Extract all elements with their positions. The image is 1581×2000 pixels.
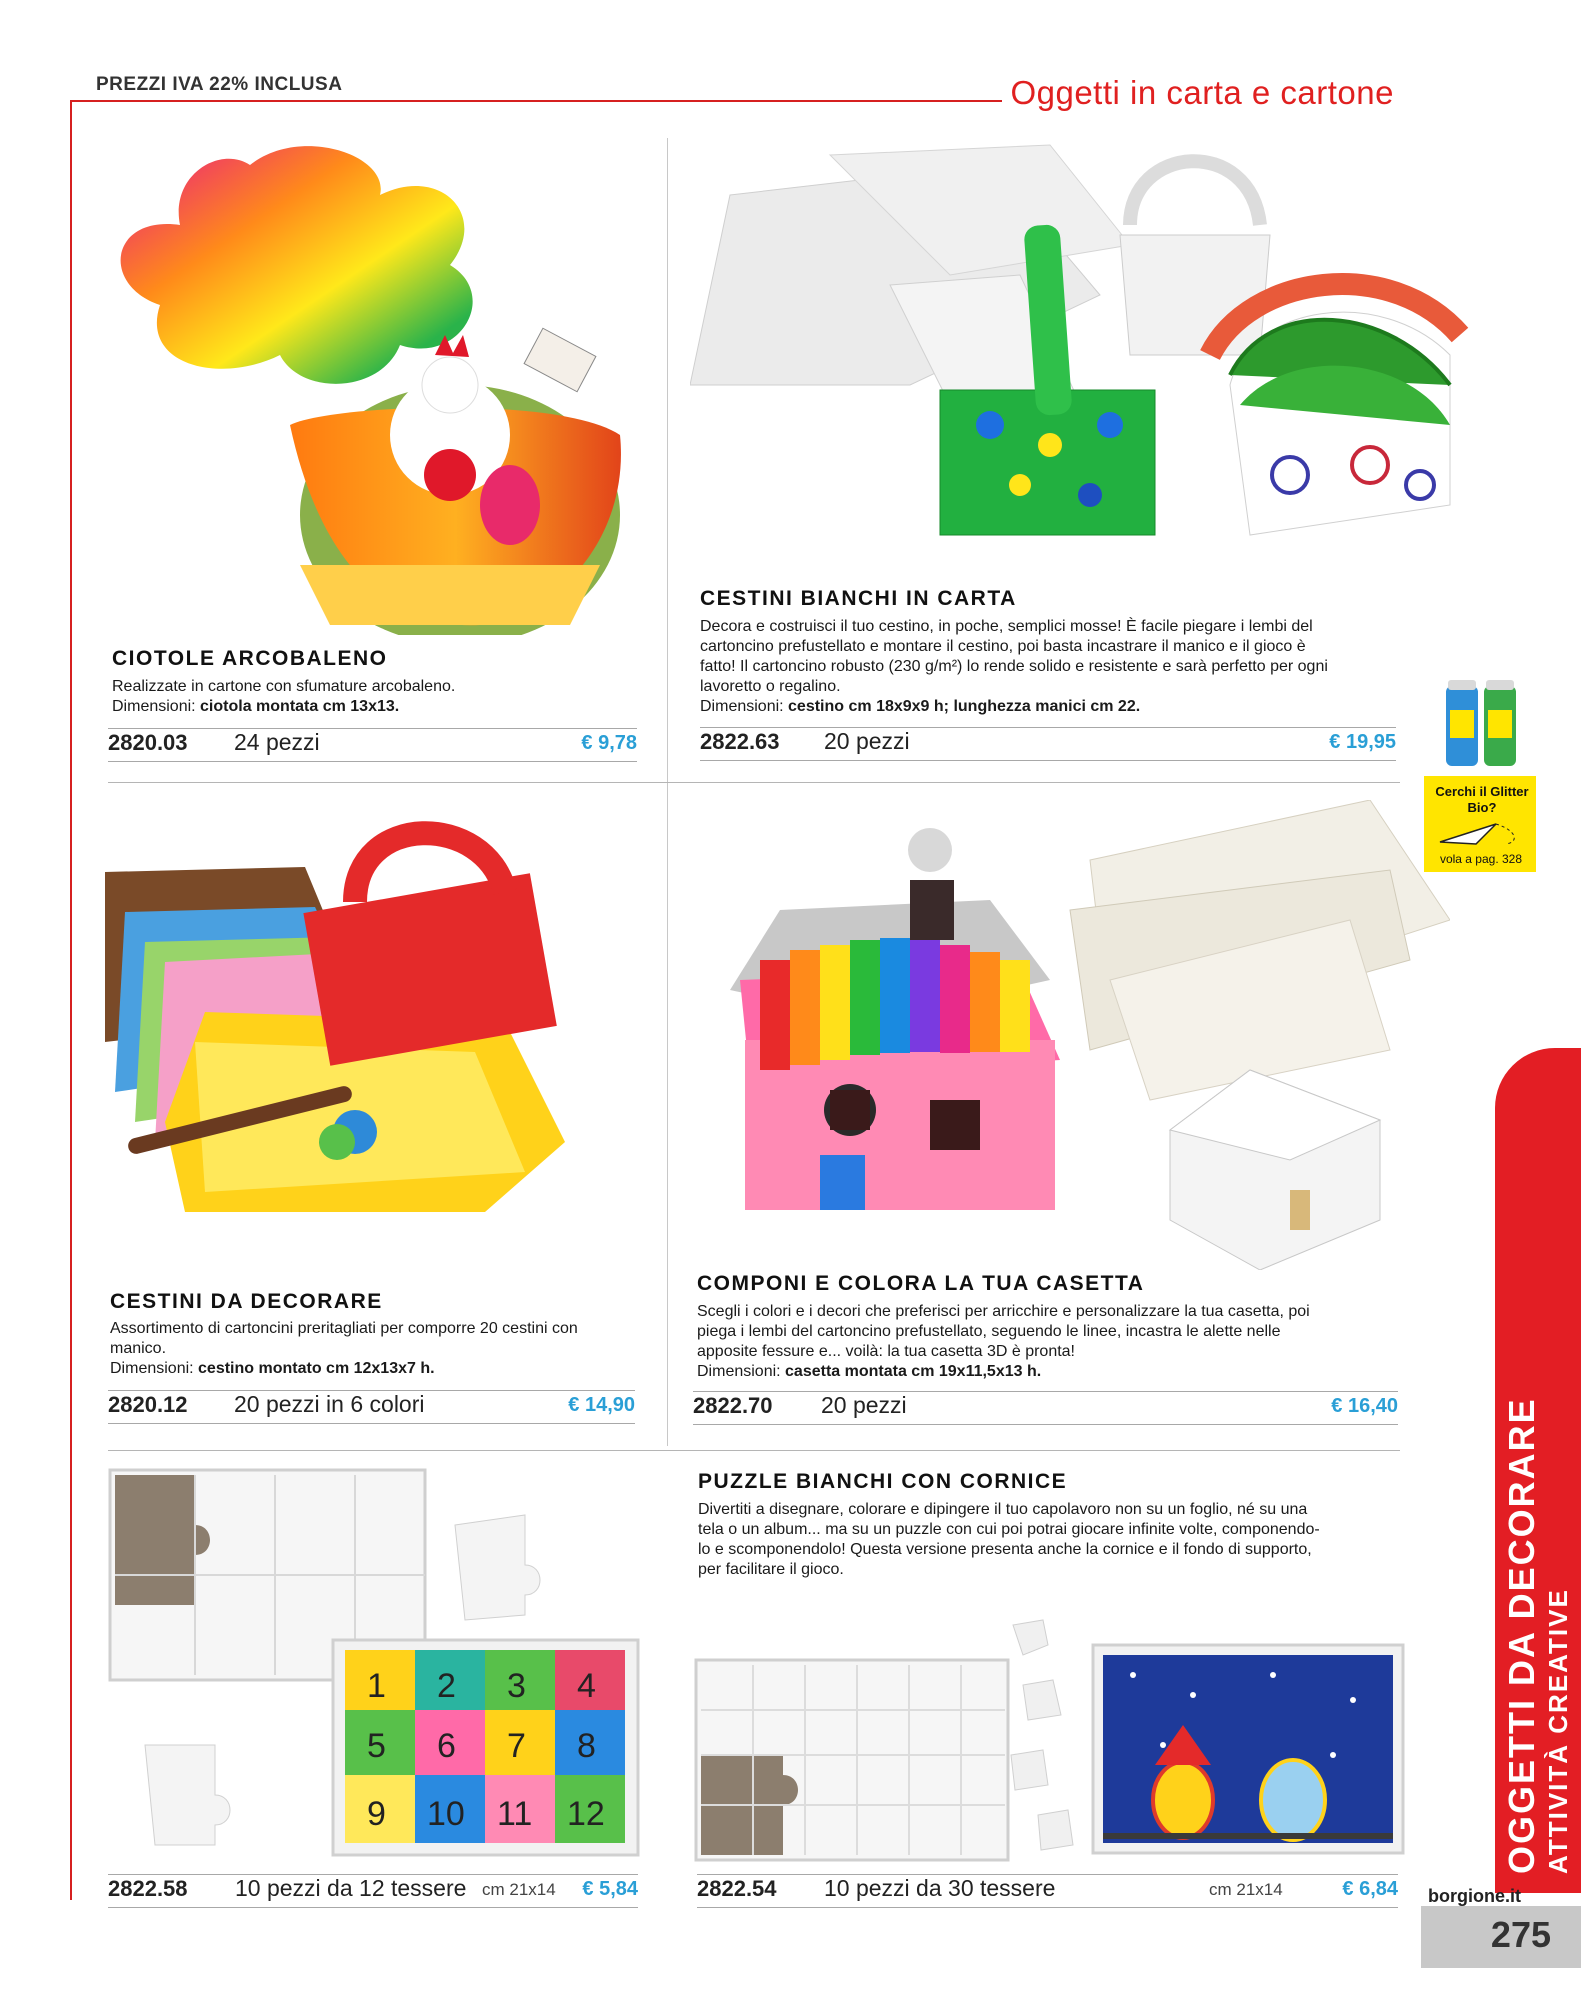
dims-value: cestino montato cm 12x13x7 h.	[198, 1360, 435, 1377]
quantity: 20 pezzi in 6 colori	[234, 1391, 425, 1417]
puzzle-12-image	[105, 1465, 645, 1865]
dims-value: cestino cm 18x9x9 h; lunghezza manici cm 22.	[788, 698, 1141, 715]
product-description	[112, 677, 652, 717]
puzzle-number: 5	[367, 1727, 386, 1765]
row-divider-1	[108, 782, 1400, 783]
quantity: 24 pezzi	[234, 729, 320, 755]
puzzle-number: 10	[427, 1795, 465, 1833]
puzzle-number: 7	[507, 1727, 526, 1765]
price: € 14,90	[568, 1394, 635, 1416]
size: cm 21x14	[1209, 1880, 1283, 1899]
left-rule	[70, 100, 72, 1900]
product-title: COMPONI E COLORA LA TUA CASETTA	[697, 1272, 1145, 1295]
price-row	[700, 727, 1396, 761]
section-title: Oggetti in carta e cartone	[1010, 74, 1394, 111]
size: cm 21x14	[482, 1880, 556, 1899]
product-code: 2820.12	[108, 1392, 188, 1417]
price: € 19,95	[1329, 731, 1396, 753]
dims-label: Dimensioni:	[700, 698, 789, 715]
puzzle-number: 6	[437, 1727, 456, 1765]
website-link[interactable]: borgione.it	[1428, 1886, 1521, 1906]
product-code: 2822.70	[693, 1393, 773, 1418]
puzzle-number: 2	[437, 1667, 456, 1705]
dims-label: Dimensioni:	[110, 1360, 199, 1377]
puzzle-number: 3	[507, 1667, 526, 1705]
vat-note: PREZZI IVA 22% INCLUSA	[96, 74, 343, 95]
house-kit-image	[690, 800, 1450, 1270]
price: € 6,84	[1342, 1878, 1398, 1900]
product-description	[110, 1319, 650, 1379]
price-row	[693, 1391, 1398, 1425]
price: € 16,40	[1331, 1395, 1398, 1417]
product-code: 2822.58	[108, 1876, 188, 1901]
dimensions	[112, 697, 652, 717]
quantity: 10 pezzi da 12 tessere	[235, 1875, 467, 1901]
column-divider	[667, 138, 668, 1446]
desc-line: per facilitare il gioco.	[698, 1561, 844, 1578]
desc-line: tela o un album... ma su un puzzle con cui poi potrai giocare infinite volte, componendo-	[698, 1521, 1320, 1538]
desc-line: lo e scomponendolo! Questa versione presenta anche la cornice e il fondo di supporto,	[698, 1541, 1312, 1558]
desc-line: Assortimento di cartoncini preritagliati per comporre 20 cestini con	[110, 1320, 578, 1337]
desc-line: piega i lembi del cartoncino prefustellato, seguendo le linee, incastra le alette nelle	[697, 1323, 1281, 1340]
dims-label: Dimensioni:	[112, 698, 201, 715]
dimensions	[697, 1362, 1393, 1382]
category-side-tab[interactable]	[1495, 1048, 1581, 1893]
puzzle-number: 11	[497, 1795, 533, 1833]
rainbow-bowls-image	[100, 135, 640, 635]
dimensions	[700, 697, 1396, 717]
product-title: CESTINI BIANCHI IN CARTA	[700, 587, 1017, 610]
puzzle-number: 9	[367, 1795, 386, 1833]
decorate-baskets-image	[105, 812, 645, 1232]
dims-value: casetta montata cm 19x11,5x13 h.	[785, 1363, 1042, 1380]
puzzle-number: 12	[567, 1795, 605, 1833]
quantity: 20 pezzi	[824, 728, 910, 754]
desc-line: fatto! Il cartoncino robusto (230 g/m²) lo rende solido e resistente e sarà perfetto per ogni	[700, 658, 1328, 675]
category-main-label: OGGETTI DA DECORARE	[1501, 1397, 1542, 1874]
product-code: 2822.63	[700, 729, 780, 754]
promo-text: Cerchi il Glitter Bio?	[1435, 784, 1529, 815]
header-rule	[70, 100, 1002, 102]
glitter-bottles-icon	[1442, 680, 1522, 770]
price-row	[108, 1390, 635, 1424]
desc-line: lavoretto o regalino.	[700, 678, 841, 695]
desc-line: apposite fessure e... voilà: la tua casetta 3D è pronta!	[697, 1343, 1075, 1360]
page-number: 275	[1490, 1914, 1551, 1955]
white-baskets-image	[690, 125, 1510, 580]
dims-label: Dimensioni:	[697, 1363, 786, 1380]
desc-line: Divertiti a disegnare, colorare e dipingere il tuo capolavoro non su un foglio, né su una	[698, 1501, 1308, 1518]
product-title: CIOTOLE ARCOBALENO	[112, 647, 388, 670]
puzzle-number: 1	[367, 1667, 386, 1705]
product-description	[700, 617, 1396, 717]
quantity: 20 pezzi	[821, 1392, 907, 1418]
desc-line: Decora e costruisci il tuo cestino, in poche, semplici mosse! È facile piegare i lembi del	[700, 618, 1313, 635]
dims-value: ciotola montata cm 13x13.	[200, 698, 400, 715]
product-title: CESTINI DA DECORARE	[110, 1290, 383, 1313]
product-description	[698, 1500, 1394, 1580]
puzzle-number: 8	[577, 1727, 596, 1765]
puzzle-30-image	[693, 1605, 1413, 1865]
desc-line: manico.	[110, 1340, 167, 1357]
puzzle-number: 4	[577, 1667, 596, 1705]
dimensions	[110, 1359, 650, 1379]
category-sub-label: ATTIVITÀ CREATIVE	[1543, 1588, 1573, 1874]
price-row	[108, 1874, 638, 1908]
product-code: 2820.03	[108, 730, 188, 755]
price-row	[108, 728, 637, 762]
quantity: 10 pezzi da 30 tessere	[824, 1875, 1056, 1901]
desc-line: cartoncino prefustellato e montare il cestino, poi basta incastrare il manico e il gioco è	[700, 638, 1306, 655]
price: € 9,78	[581, 732, 637, 754]
desc-line: Scegli i colori e i decori che preferisci per arricchire e personalizzare la tua casetta, poi	[697, 1303, 1310, 1320]
desc-line: Realizzate in cartone con sfumature arcobaleno.	[112, 678, 456, 695]
product-description	[697, 1302, 1393, 1382]
price: € 5,84	[582, 1878, 638, 1900]
promo-link[interactable]: vola a pag. 328	[1439, 852, 1523, 866]
row-divider-2	[108, 1450, 1400, 1451]
product-title: PUZZLE BIANCHI CON CORNICE	[698, 1470, 1068, 1493]
price-row	[697, 1874, 1398, 1908]
product-code: 2822.54	[697, 1876, 777, 1901]
